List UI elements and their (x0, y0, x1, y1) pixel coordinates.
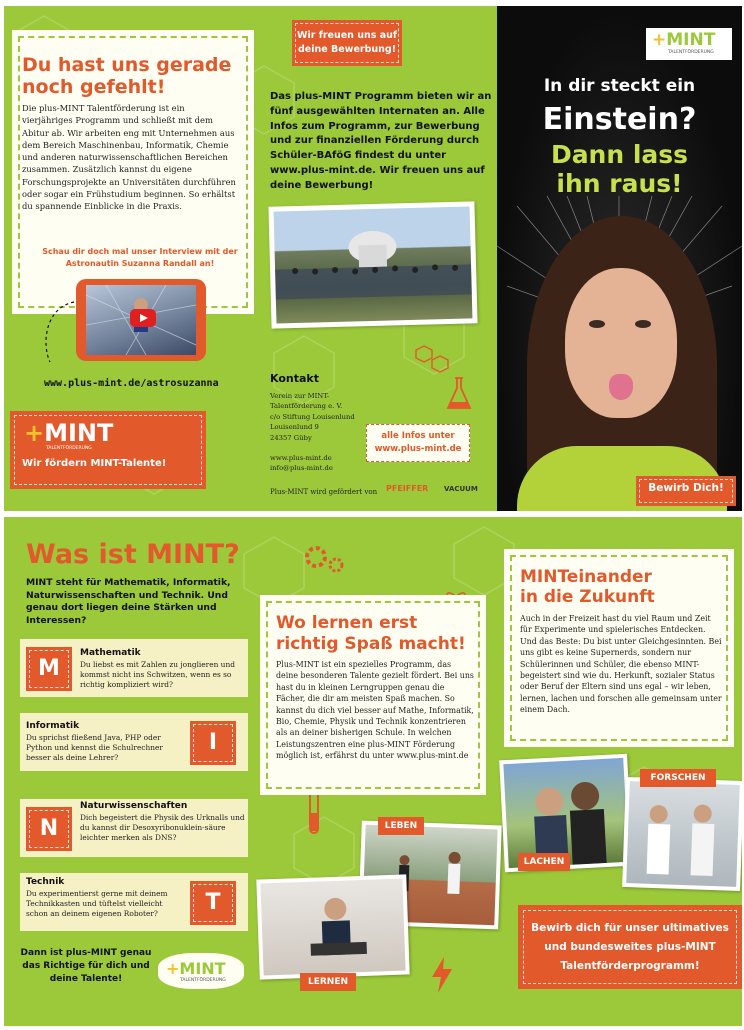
funded-by: Plus-MINT wird gefördert von (270, 488, 378, 496)
tagline: Wir fördern MINT-Talente! (22, 458, 167, 469)
apply-button[interactable] (636, 476, 736, 506)
subject-letter (26, 807, 72, 851)
sponsor-name: PFEIFFER (386, 484, 429, 493)
dashed-arrow-icon (38, 296, 78, 366)
welcome-tag-line2: deine Bewerbung! (297, 44, 397, 55)
subject-letter (190, 721, 236, 765)
lightning-icon (430, 957, 454, 993)
video-tablet[interactable] (76, 279, 206, 361)
together-title-line2: in die Zukunft (520, 587, 655, 607)
cover-panel (497, 6, 742, 511)
cover-headline-3b: ihn raus! (556, 169, 683, 198)
infos-line1: alle Infos unter (381, 431, 455, 441)
kontakt-line: 24357 Güby (270, 433, 312, 442)
mint-logo-text: MINT (44, 419, 114, 447)
group-photo-art (274, 206, 473, 323)
cover-headline-2: Einstein? (542, 102, 697, 137)
kontakt-heading: Kontakt (270, 372, 319, 385)
cover-logo (646, 28, 732, 60)
intro-title (22, 54, 231, 98)
flask-icon (444, 376, 474, 412)
subject-heading: Naturwissenschaften (80, 801, 188, 811)
kontakt-line: Louisenlund 9 (270, 423, 319, 432)
subject-heading: Mathematik (80, 648, 141, 658)
fun-title-line2: richtig Spaß macht! (276, 634, 466, 654)
group-photo (268, 201, 477, 328)
photo-lernen-art (260, 879, 405, 976)
kontakt-line: c/o Stiftung Louisenlund (270, 412, 355, 421)
closing-text: Dann ist plus-MINT genau das Richtige für dich und deine Talente! (20, 948, 152, 984)
cover-headline-1: In dir steckt ein (543, 76, 696, 96)
flyer-inner-side (4, 517, 742, 1026)
subject-letter-t: T (205, 890, 221, 915)
subject-letter (26, 647, 72, 691)
mint-logo (24, 419, 113, 447)
subject-letter-n: N (39, 816, 59, 841)
mint-logo-box (10, 411, 206, 489)
kontakt-email[interactable]: info@plus-mint.de (270, 464, 333, 473)
photo-lachen-art (503, 758, 628, 868)
fun-title (276, 613, 466, 655)
kontakt-line: Verein zur MINT-Talentförderung e. V. (270, 392, 343, 411)
mint-logo-2-text: MINT (179, 959, 226, 978)
tag-leben: LEBEN (378, 817, 424, 835)
mint-subtitle: MINT steht für Mathematik, Informatik, Naturwissenschaften und Technik. Und genau dort liegen deine Stärken und Interessen? (26, 577, 231, 626)
interview-cta[interactable]: Schau dir doch mal unser Interview mit der Astronautin Suzanna Randall an! (42, 247, 238, 268)
mint-logo-2-sub: TALENTFÖRDERUNG (180, 978, 226, 983)
welcome-tag-line1: Wir freuen uns auf (296, 30, 398, 41)
tag-lernen: LERNEN (300, 973, 356, 991)
video-thumbnail (86, 285, 196, 355)
kontakt-line (270, 443, 380, 453)
subject-text: Du sprichst fließend Java, PHP oder Python und kennst die Schulrechner besser als deine Lehrer? (26, 733, 163, 763)
mint-logo-sub: TALENTFÖRDERUNG (46, 446, 92, 451)
subject-letter-m: M (38, 656, 60, 681)
together-title (520, 567, 655, 607)
subject-text: Du liebst es mit Zahlen zu jonglieren und kommst nicht ins Schwitzen, wenn es so richtig kompliziert wird? (80, 660, 235, 690)
apply-banner[interactable] (518, 905, 742, 989)
photo-lernen (256, 874, 409, 979)
sponsor-name-2: VACUUM (444, 485, 478, 493)
together-title-line1: MINTeinander (520, 567, 652, 587)
welcome-tag (292, 20, 402, 66)
subject-text: Dich begeistert die Physik des Urknalls und du kannst dir Desoxyribonuklein-säure leichter merken als DNS? (80, 813, 245, 843)
cover-logo-sub: TALENTFÖRDERUNG (668, 50, 714, 55)
photo-forschen (622, 777, 742, 891)
mint-logo-plus: + (24, 419, 45, 447)
subject-heading: Informatik (26, 721, 80, 731)
intro-title-line2: noch gefehlt! (22, 76, 166, 98)
photo-forschen-art (626, 781, 739, 887)
subject-heading: Technik (26, 877, 65, 887)
fun-card (266, 601, 480, 789)
cover-headline-3a: Dann lass (550, 140, 689, 169)
flyer-outer-side (4, 6, 742, 511)
subject-text: Du experimentierst gerne mit deinem Technikkasten und tüftelst vielleicht schon an deinem eigenen Roboter? (26, 889, 168, 919)
subject-letter (190, 881, 236, 925)
together-card (510, 555, 728, 741)
gears-icon (300, 539, 352, 579)
mint-logo-2 (158, 953, 244, 989)
interview-url[interactable]: www.plus-mint.de/astrosuzanna (44, 378, 219, 389)
cover-headline-3 (497, 140, 742, 198)
intro-body: Die plus-MINT Talentförderung ist ein vierjähriges Programm und schließt mit dem Abitur ab. Wir arbeiten eng mit Unternehmen aus dem Bereich Maschinenbau, Informatik, Chemie und anderen naturwissenschaftlichen Bereichen zusammen. Zusätzlich kannst du eigene Forschungsprojekte an Universitäten durchführen oder sogar ein Frühstudium beginnen. So erhältst du spannende Einblicke in die Praxis. (22, 103, 236, 212)
girl-face (565, 268, 677, 418)
infos-tag[interactable] (366, 424, 470, 462)
program-text: Das plus-MINT Programm bieten wir an fünf ausgewählten Internaten an. Alle Infos zum Programm, zur Bewerbung und zur finanziellen Förderung durch Schüler-BAföG findest du unter www.plus-mint.de. Wir freuen uns auf deine Bewerbung! (270, 91, 492, 191)
apply-banner-text: Bewirb dich für unser ultimatives und bundesweites plus-MINT Talentförderprogramm! (531, 922, 729, 972)
play-icon[interactable] (130, 309, 156, 327)
fun-title-line1: Wo lernen erst (276, 613, 418, 633)
apply-button-label: Bewirb Dich! (648, 482, 724, 494)
kontakt-block (270, 391, 380, 474)
mint-title: Was ist MINT? (26, 539, 240, 570)
fun-body: Plus-MINT ist ein spezielles Programm, das deine besonderen Talente gezielt fördert. Bei uns hast du in kleinen Lerngruppen genau die Fächer, die dir am meisten Spaß machen. So kannst du dich viel besser auf Mathe, Informatik, Bio, Chemie, Physik und Technik konzentrieren als an deiner bisherigen Schule. In welchen Leistungszentren eine plus-MINT Förderung möglich ist, erfährst du unter www.plus-mint.de (276, 660, 474, 761)
kontakt-website[interactable]: www.plus-mint.de (270, 454, 332, 463)
together-body: Auch in der Freizeit hast du viel Raum und Zeit für Experimente und spielerisches Entdecken. Und das Beste: Du bist unter Gleichgesinnten. Bei uns gibt es keine Supernerds, sondern nur Schülerinnen und Schüler, die ebenso MINT-begeistert sind wie du. Herkunft, sozialer Status oder Beruf der Eltern sind uns egal – wir leben, lernen, lachen und forschen alle gemeinsam unter einem Dach. (520, 614, 722, 715)
cover-logo-plus: + (652, 30, 667, 50)
intro-title-line1: Du hast uns gerade (22, 54, 232, 76)
subject-letter-i: I (208, 730, 218, 755)
tag-forschen: FORSCHEN (640, 769, 716, 787)
infos-line2: www.plus-mint.de (374, 444, 462, 454)
molecule-icon (412, 342, 452, 378)
tag-lachen: LACHEN (518, 853, 570, 871)
cover-logo-text: MINT (666, 30, 716, 50)
mint-logo-2-plus: + (166, 959, 180, 978)
test-tube-icon (304, 787, 324, 837)
